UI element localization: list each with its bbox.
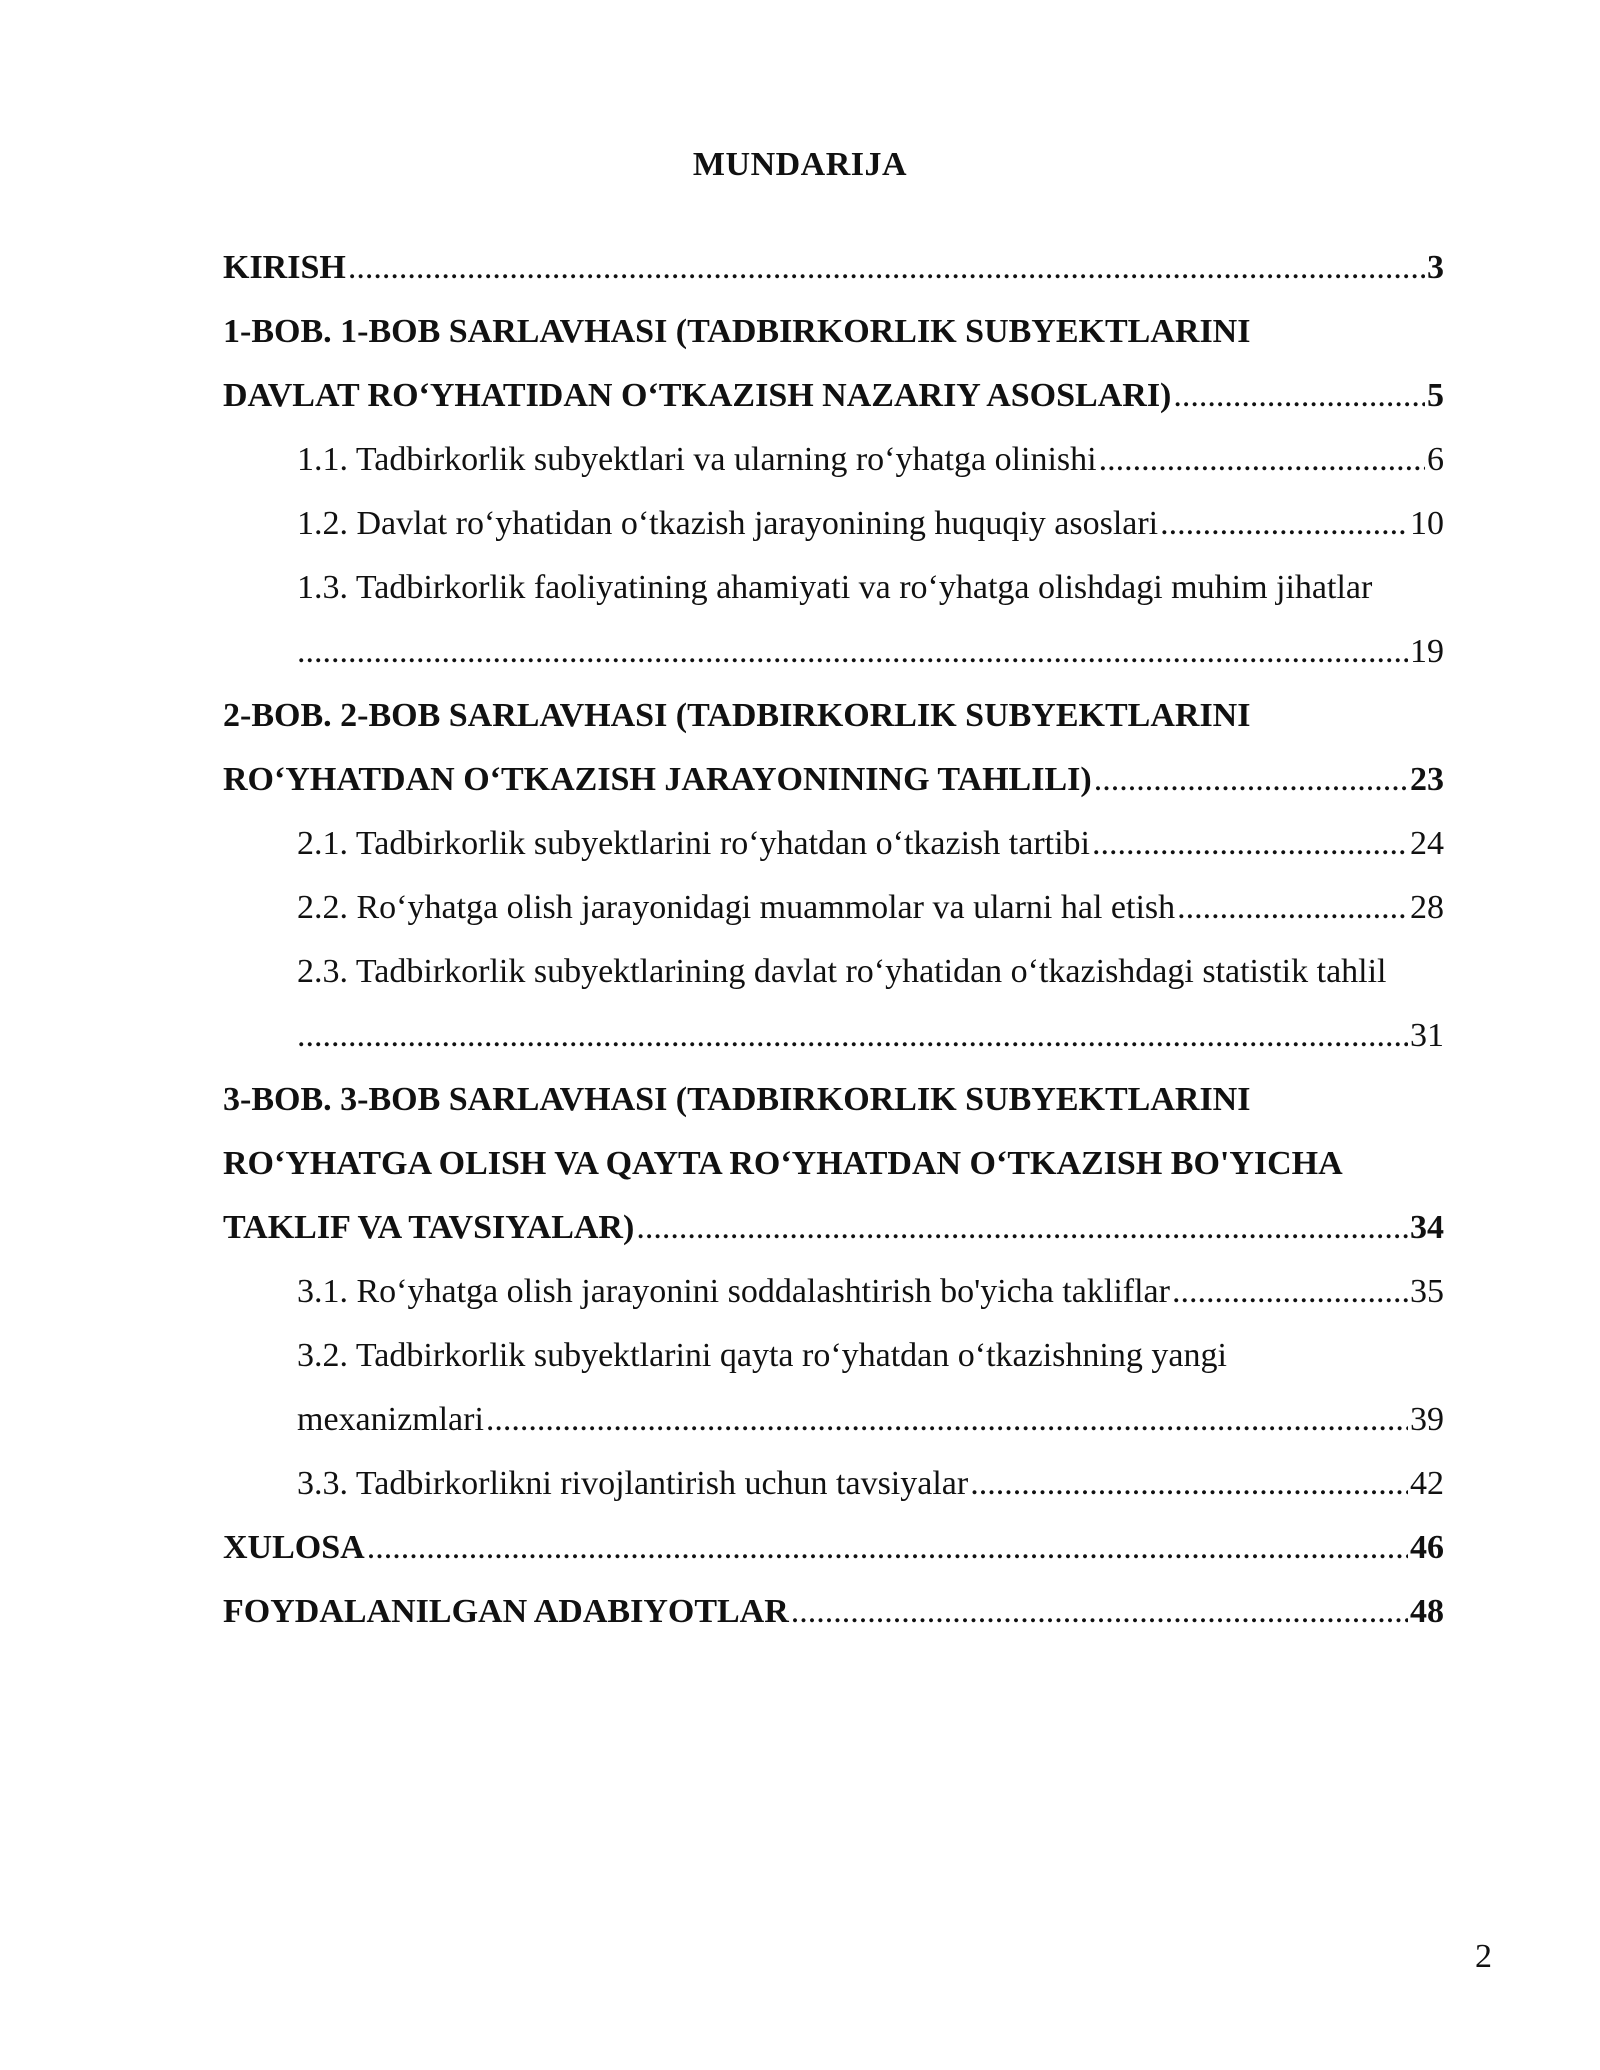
- toc-entry-adabiyotlar: [223, 1580, 1444, 1644]
- toc-entry-kirish: [223, 236, 1444, 300]
- toc-label: mexanizmlari: [297, 1401, 484, 1438]
- toc-entry-chapter-2: [223, 748, 1444, 812]
- dot-leader: [1092, 812, 1408, 876]
- toc-label: 2.1. Tadbirkorlik subyektlarini ro‘yhatdan o‘tkazish tartibi: [297, 825, 1090, 862]
- toc-page-number: 23: [1410, 761, 1444, 798]
- toc-entry-3-1: [223, 1260, 1444, 1324]
- dot-leader: [1160, 492, 1408, 556]
- toc-entry-1-1: [223, 428, 1444, 492]
- toc-page-number: 42: [1410, 1465, 1444, 1502]
- toc-page-number: 19: [1410, 633, 1444, 670]
- dot-leader: [486, 1388, 1408, 1452]
- toc-entry-2-1: [223, 812, 1444, 876]
- toc-page-number: 28: [1410, 889, 1444, 926]
- page-title: MUNDARIJA: [692, 146, 908, 183]
- dot-leader: [297, 1004, 1408, 1068]
- toc-entry-2-2: [223, 876, 1444, 940]
- toc-chapter-3-line-2: RO‘YHATGA OLISH VA QAYTA RO‘YHATDAN O‘TKAZISH BO'YICHA: [223, 1145, 1343, 1182]
- dot-leader: [1172, 1260, 1408, 1324]
- toc-label: 3.3. Tadbirkorlikni rivojlantirish uchun tavsiyalar: [297, 1465, 969, 1502]
- toc-entry-xulosa: [223, 1516, 1444, 1580]
- toc-entry-1-3-line-1: 1.3. Tadbirkorlik faoliyatining ahamiyati va ro‘yhatga olishdagi muhim jihatlar: [297, 569, 1373, 606]
- toc-page-number: 5: [1427, 377, 1444, 414]
- toc-label: DAVLAT RO‘YHATIDAN O‘TKAZISH NAZARIY ASOSLARI): [223, 377, 1172, 414]
- toc-label: FOYDALANILGAN ADABIYOTLAR: [223, 1593, 789, 1630]
- toc-chapter-3-line-1: 3-BOB. 3-BOB SARLAVHASI (TADBIRKORLIK SUBYEKTLARINI: [223, 1081, 1251, 1118]
- toc-page-number: 31: [1410, 1017, 1444, 1054]
- toc-page-number: 48: [1410, 1593, 1444, 1630]
- toc-page-number: 35: [1410, 1273, 1444, 1310]
- toc-entry-2-3: [223, 1004, 1444, 1068]
- dot-leader: [367, 1516, 1408, 1580]
- dot-leader: [791, 1580, 1408, 1644]
- toc-label: KIRISH: [223, 249, 346, 286]
- toc-entry-2-3-line-1: 2.3. Tadbirkorlik subyektlarining davlat ro‘yhatidan o‘tkazishdagi statistik tahlil: [297, 953, 1387, 990]
- toc-page-number: 6: [1427, 441, 1444, 478]
- toc-entry-3-2-line-1: 3.2. Tadbirkorlik subyektlarini qayta ro‘yhatdan o‘tkazishning yangi: [297, 1337, 1227, 1374]
- toc-page-number: 39: [1410, 1401, 1444, 1438]
- dot-leader: [1094, 748, 1408, 812]
- toc-page-number: 34: [1410, 1209, 1444, 1246]
- toc-label: 2.2. Ro‘yhatga olish jarayonidagi muammolar va ularni hal etish: [297, 889, 1176, 926]
- dot-leader: [348, 236, 1425, 300]
- dot-leader: [1099, 428, 1425, 492]
- toc-entry-chapter-1: [223, 364, 1444, 428]
- table-of-contents: [223, 236, 1463, 1644]
- toc-entry-3-2: [223, 1388, 1444, 1452]
- toc-entry-1-2: [223, 492, 1444, 556]
- toc-label: RO‘YHATDAN O‘TKAZISH JARAYONINING TAHLILI): [223, 761, 1092, 798]
- toc-page-number: 3: [1427, 249, 1444, 286]
- dot-leader: [1177, 876, 1408, 940]
- toc-page-number: 46: [1410, 1529, 1444, 1566]
- page-number: 2: [1475, 1938, 1492, 1975]
- toc-entry-chapter-3: [223, 1196, 1444, 1260]
- dot-leader: [970, 1452, 1408, 1516]
- toc-page-number: 24: [1410, 825, 1444, 862]
- toc-entry-3-3: [223, 1452, 1444, 1516]
- toc-chapter-1-line-1: 1-BOB. 1-BOB SARLAVHASI (TADBIRKORLIK SUBYEKTLARINI: [223, 313, 1251, 350]
- toc-label: TAKLIF VA TAVSIYALAR): [223, 1209, 635, 1246]
- toc-label: XULOSA: [223, 1529, 365, 1566]
- toc-label: 1.2. Davlat ro‘yhatidan o‘tkazish jarayonining huquqiy asoslari: [297, 505, 1159, 542]
- toc-label: 1.1. Tadbirkorlik subyektlari va ularning ro‘yhatga olinishi: [297, 441, 1097, 478]
- dot-leader: [636, 1196, 1408, 1260]
- toc-page-number: 10: [1410, 505, 1444, 542]
- toc-chapter-2-line-1: 2-BOB. 2-BOB SARLAVHASI (TADBIRKORLIK SUBYEKTLARINI: [223, 697, 1251, 734]
- dot-leader: [297, 620, 1408, 684]
- toc-entry-1-3: [223, 620, 1444, 684]
- toc-label: 3.1. Ro‘yhatga olish jarayonini soddalashtirish bo'yicha takliflar: [297, 1273, 1170, 1310]
- dot-leader: [1173, 364, 1425, 428]
